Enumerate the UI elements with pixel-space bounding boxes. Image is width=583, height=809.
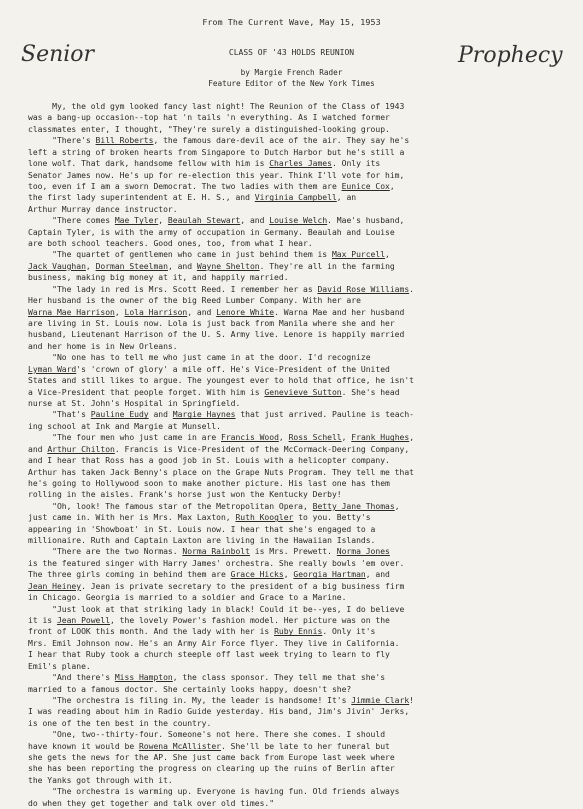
body-line: "The quartet of gentlemen who came in just behind them is Max Purcell, bbox=[28, 250, 390, 260]
classmate-name: Genevieve Sutton bbox=[264, 387, 342, 397]
classmate-name: Jack Vaughan bbox=[28, 261, 86, 271]
body-line: Emil's plane. bbox=[28, 661, 91, 671]
body-line: I hear that Ruby took a church steeple off last week trying to learn to fly bbox=[28, 650, 390, 660]
body-line: married to a famous doctor. She certainly looks happy, doesn't she? bbox=[28, 684, 352, 694]
body-line: My, the old gym looked fancy last night! The Reunion of the Class of 1943 bbox=[28, 102, 405, 111]
body-line: he's going to Hollywood soon to make another picture. His last one has them bbox=[28, 478, 390, 488]
body-line: front of LOOK this month. And the lady with her is Ruby Ennis. Only it's bbox=[28, 627, 376, 637]
byline bbox=[0, 67, 583, 89]
classmate-name: Betty Jane Thomas bbox=[312, 501, 395, 511]
body-line: "The orchestra is filing in. My, the leader is handsome! It's Jimmie Clark! bbox=[28, 695, 414, 705]
classmate-name: Miss Hampton bbox=[114, 673, 173, 683]
classmate-name: Francis Wood bbox=[221, 433, 279, 443]
body-line: is one of the ten best in the country. bbox=[28, 718, 212, 728]
body-line: The three girls coming in behind them are Grace Hicks, Georgia Hartman, and bbox=[28, 570, 390, 580]
classmate-name: Warna Mae Harrison bbox=[28, 307, 115, 317]
body-line: "There's Bill Roberts, the famous dare-devil ace of the air. They say he's bbox=[28, 136, 410, 146]
classmate-name: Jean Heiney bbox=[28, 581, 82, 591]
classmate-name: Jimmie Clark bbox=[351, 695, 410, 705]
classmate-name: Wayne Shelton bbox=[196, 261, 260, 271]
body-line: appearing in 'Showboat' in St. Louis now. I hear that she's engaged to a bbox=[28, 524, 376, 534]
classmate-name: Beaulah Stewart bbox=[167, 216, 241, 226]
classmate-name: Margie Haynes bbox=[172, 410, 236, 420]
classmate-name: Max Purcell bbox=[331, 250, 386, 260]
classmate-name: Eunice Cox bbox=[341, 181, 390, 191]
body-line: States and still likes to argue. The youngest ever to hold that office, he isn't bbox=[28, 376, 414, 386]
body-line: a Vice-President that people forget. With him is Genevieve Sutton. She's head bbox=[28, 387, 400, 397]
body-line: "There comes Mae Tyler, Beaulah Stewart, and Louise Welch. Mae's husband, bbox=[28, 216, 405, 226]
classmate-name: Ross Schell bbox=[288, 433, 342, 443]
body-line: Warna Mae Harrison, Lola Harrison, and Lenore White. Warna Mae and her husband bbox=[28, 307, 405, 317]
body-line: Arthur has taken Jack Benny's place on the Grape Nuts Program. They tell me that bbox=[28, 467, 414, 477]
classmate-name: Arthur Chilton bbox=[47, 444, 115, 454]
classmate-name: Bill Roberts bbox=[95, 136, 154, 146]
classmate-name: Lyman Ward bbox=[28, 364, 77, 374]
body-line: "The lady in red is Mrs. Scott Reed. I remember her as David Rose Williams. bbox=[28, 284, 414, 294]
body-line: "That's Pauline Eudy and Margie Haynes that just arrived. Pauline is teach- bbox=[28, 410, 415, 420]
body-line: "No one has to tell me who just came in at the door. I'd recognize bbox=[28, 353, 371, 363]
body-line: are living in St. Louis now. Lola is just back from Manila where she and her bbox=[28, 319, 395, 329]
body-line: I was reading about him in Radio Guide yesterday. His band, Jim's Jivin' Jerks, bbox=[28, 707, 410, 717]
body-line: and I hear that Ross has a good job in St. Louis with a helicopter company. bbox=[28, 456, 390, 466]
article-headline: CLASS OF '43 HOLDS REUNION bbox=[228, 48, 355, 57]
body-line: Her husband is the owner of the big Reed Lumber Company. With her are bbox=[28, 296, 361, 306]
body-line: the Yanks got through with it. bbox=[28, 775, 173, 785]
senior-script-title: Senior bbox=[21, 42, 95, 67]
body-line: "Just look at that striking lady in black! Could it be--yes, I do believe bbox=[28, 604, 405, 614]
classmate-name: David Rose Williams bbox=[317, 284, 410, 294]
classmate-name: Jean Powell bbox=[56, 615, 111, 625]
classmate-name: Grace Hicks bbox=[230, 570, 284, 580]
classmate-name: Norma Jones bbox=[336, 547, 390, 557]
body-line: and Arthur Chilton. Francis is Vice-President of the McCormack-Deering Company, bbox=[28, 444, 410, 454]
classmate-name: Mae Tyler bbox=[114, 216, 159, 226]
body-line: is the featured singer with Harry James' orchestra. She really bowls 'em over. bbox=[28, 558, 405, 568]
body-line: do when they get together and talk over old times." bbox=[28, 798, 275, 808]
classmate-name: Pauline Eudy bbox=[90, 410, 149, 420]
body-line: in Chicago. Georgia is married to a soldier and Grace to a Marine. bbox=[28, 593, 347, 603]
body-line: "There are the two Normas. Norma Rainbolt is Mrs. Prewett. Norma Jones bbox=[28, 547, 390, 557]
body-line: was a bang-up occasion--top hat 'n tails 'n everything. As I watched former bbox=[28, 113, 390, 123]
body-line: are both school teachers. Good ones, too, from what I hear. bbox=[28, 239, 313, 249]
article-body bbox=[28, 101, 568, 809]
body-line: rolling in the aisles. Frank's horse just won the Kentucky Derby! bbox=[28, 490, 342, 500]
classmate-name: Charles James bbox=[269, 159, 332, 169]
body-line: just came in. With her is Mrs. Max Laxton, Ruth Koogler to you. Betty's bbox=[28, 513, 371, 523]
byline-author: by Margie French Rader bbox=[240, 68, 343, 77]
body-line: "The four men who just came in are Francis Wood, Ross Schell, Frank Hughes, bbox=[28, 433, 415, 443]
byline-title: Feature Editor of the New York Times bbox=[208, 79, 375, 88]
source-line: From The Current Wave, May 15, 1953 bbox=[202, 17, 381, 27]
body-line: ing school at Ink and Margie at Munsell. bbox=[28, 421, 221, 431]
classmate-name: Dorman Steelman bbox=[95, 261, 168, 271]
body-line: Captain Tyler, is with the army of occupation in Germany. Beaulah and Louise bbox=[28, 227, 395, 237]
classmate-name: Louise Welch bbox=[269, 216, 328, 226]
body-line: she has been reporting the progress on clearing up the ruins of Berlin after bbox=[28, 764, 395, 774]
body-line: Arthur Murray dance instructor. bbox=[28, 204, 178, 214]
classmate-name: Rowena McAllister bbox=[138, 741, 221, 751]
classmate-name: Ruby Ennis bbox=[274, 627, 323, 637]
classmate-name: Georgia Hartman bbox=[293, 570, 366, 580]
body-line: "One, two--thirty-four. Someone's not here. There she comes. I should bbox=[28, 730, 386, 740]
body-line: it is Jean Powell, the lovely Power's fashion model. Her picture was on the bbox=[28, 615, 390, 625]
body-line: nurse at St. John's Hospital in Springfield. bbox=[28, 398, 241, 408]
classmate-name: Frank Hughes bbox=[351, 433, 410, 443]
body-line: Mrs. Emil Johnson now. He's an Army Air Force flyer. They live in California. bbox=[28, 638, 400, 648]
classmate-name: Lola Harrison bbox=[124, 307, 188, 317]
body-line: left a string of broken hearts from Singapore to Dutch Harbor but he's still a bbox=[28, 147, 405, 157]
body-line: Jack Vaughan, Dorman Steelman, and Wayne Shelton. They're all in the farming bbox=[28, 261, 395, 271]
body-line: too, even if I am a sworn Democrat. The two ladies with them are Eunice Cox, bbox=[28, 181, 395, 191]
body-line: Jean Heiney. Jean is private secretary to the president of a big business firm bbox=[28, 581, 405, 591]
body-line: Lyman Ward's 'crown of glory' a mile off. He's Vice-President of the United bbox=[28, 364, 390, 374]
body-line: millionaire. Ruth and Captain Laxton are living in the Hawaiian Islands. bbox=[28, 536, 376, 546]
body-line: have known it would be Rowena McAllister. She'll be late to her funeral but bbox=[28, 741, 390, 751]
classmate-name: Norma Rainbolt bbox=[182, 547, 250, 557]
body-line: "Oh, look! The famous star of the Metropolitan Opera, Betty Jane Thomas, bbox=[28, 501, 400, 511]
body-line: the first lady superintendent at E. H. S., and Virginia Campbell, an bbox=[28, 193, 357, 203]
classmate-name: Lenore White bbox=[216, 307, 275, 317]
body-line: husband, Lieutenant Harrison of the U. S. Army live. Lenore is happily married bbox=[28, 330, 405, 340]
classmate-name: Virginia Campbell bbox=[254, 193, 337, 203]
body-line: lone wolf. That dark, handsome fellow with him is Charles James. Only its bbox=[28, 159, 381, 169]
classmate-name: Ruth Koogler bbox=[235, 513, 294, 523]
body-line: business, making big money at it, and happily married. bbox=[28, 273, 289, 283]
body-line: classmates enter, I thought, "They're surely a distinguished-looking group. bbox=[28, 124, 390, 134]
body-line: and her home is in New Orleans. bbox=[28, 341, 178, 351]
body-line: she gets the news for the AP. She just came back from Europe last week where bbox=[28, 753, 395, 763]
prophecy-script-title: Prophecy bbox=[458, 43, 563, 68]
body-line: "The orchestra is warming up. Everyone is having fun. Old friends always bbox=[28, 787, 400, 797]
body-line: "And there's Miss Hampton, the class sponsor. They tell me that she's bbox=[28, 673, 386, 683]
body-line: Senator James now. He's up for re-election this year. Think I'll vote for him, bbox=[28, 170, 405, 180]
